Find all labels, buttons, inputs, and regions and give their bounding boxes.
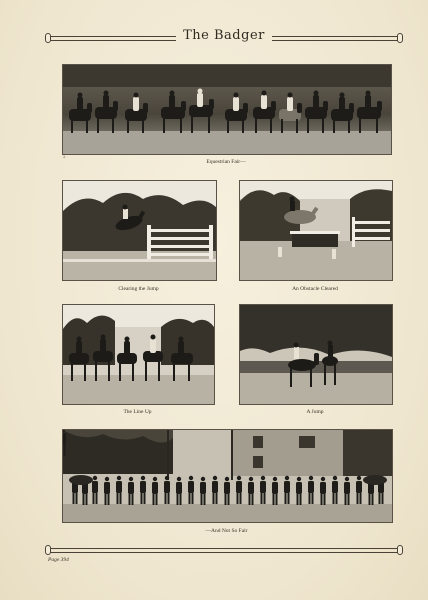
page-number: Page 394 [48, 557, 69, 563]
photo-line-up [62, 304, 215, 405]
caption-photo-3: An Obstacle Cleared [292, 286, 338, 292]
header-rule-right [272, 36, 400, 41]
caption-photo-4: The Line Up [123, 409, 152, 415]
photo-obstacle-cleared [239, 180, 393, 281]
photo-mark: 2 [63, 154, 66, 159]
header-rule-left [48, 36, 176, 41]
footer-rule [48, 548, 400, 553]
caption-photo-2: Clearing the Jump [118, 286, 159, 292]
page-header [48, 28, 400, 48]
photo-group-standing [62, 429, 393, 523]
photo-riders-line [62, 64, 392, 155]
photo-clearing-jump [62, 180, 217, 281]
caption-photo-5: A Jump [306, 409, 324, 415]
caption-photo-6: —And Not So Fair [205, 528, 248, 534]
page-title: The Badger [183, 28, 265, 43]
caption-photo-1: Equestrian Fair— [206, 159, 246, 165]
photo-a-jump [239, 304, 393, 405]
page-footer [48, 546, 400, 556]
